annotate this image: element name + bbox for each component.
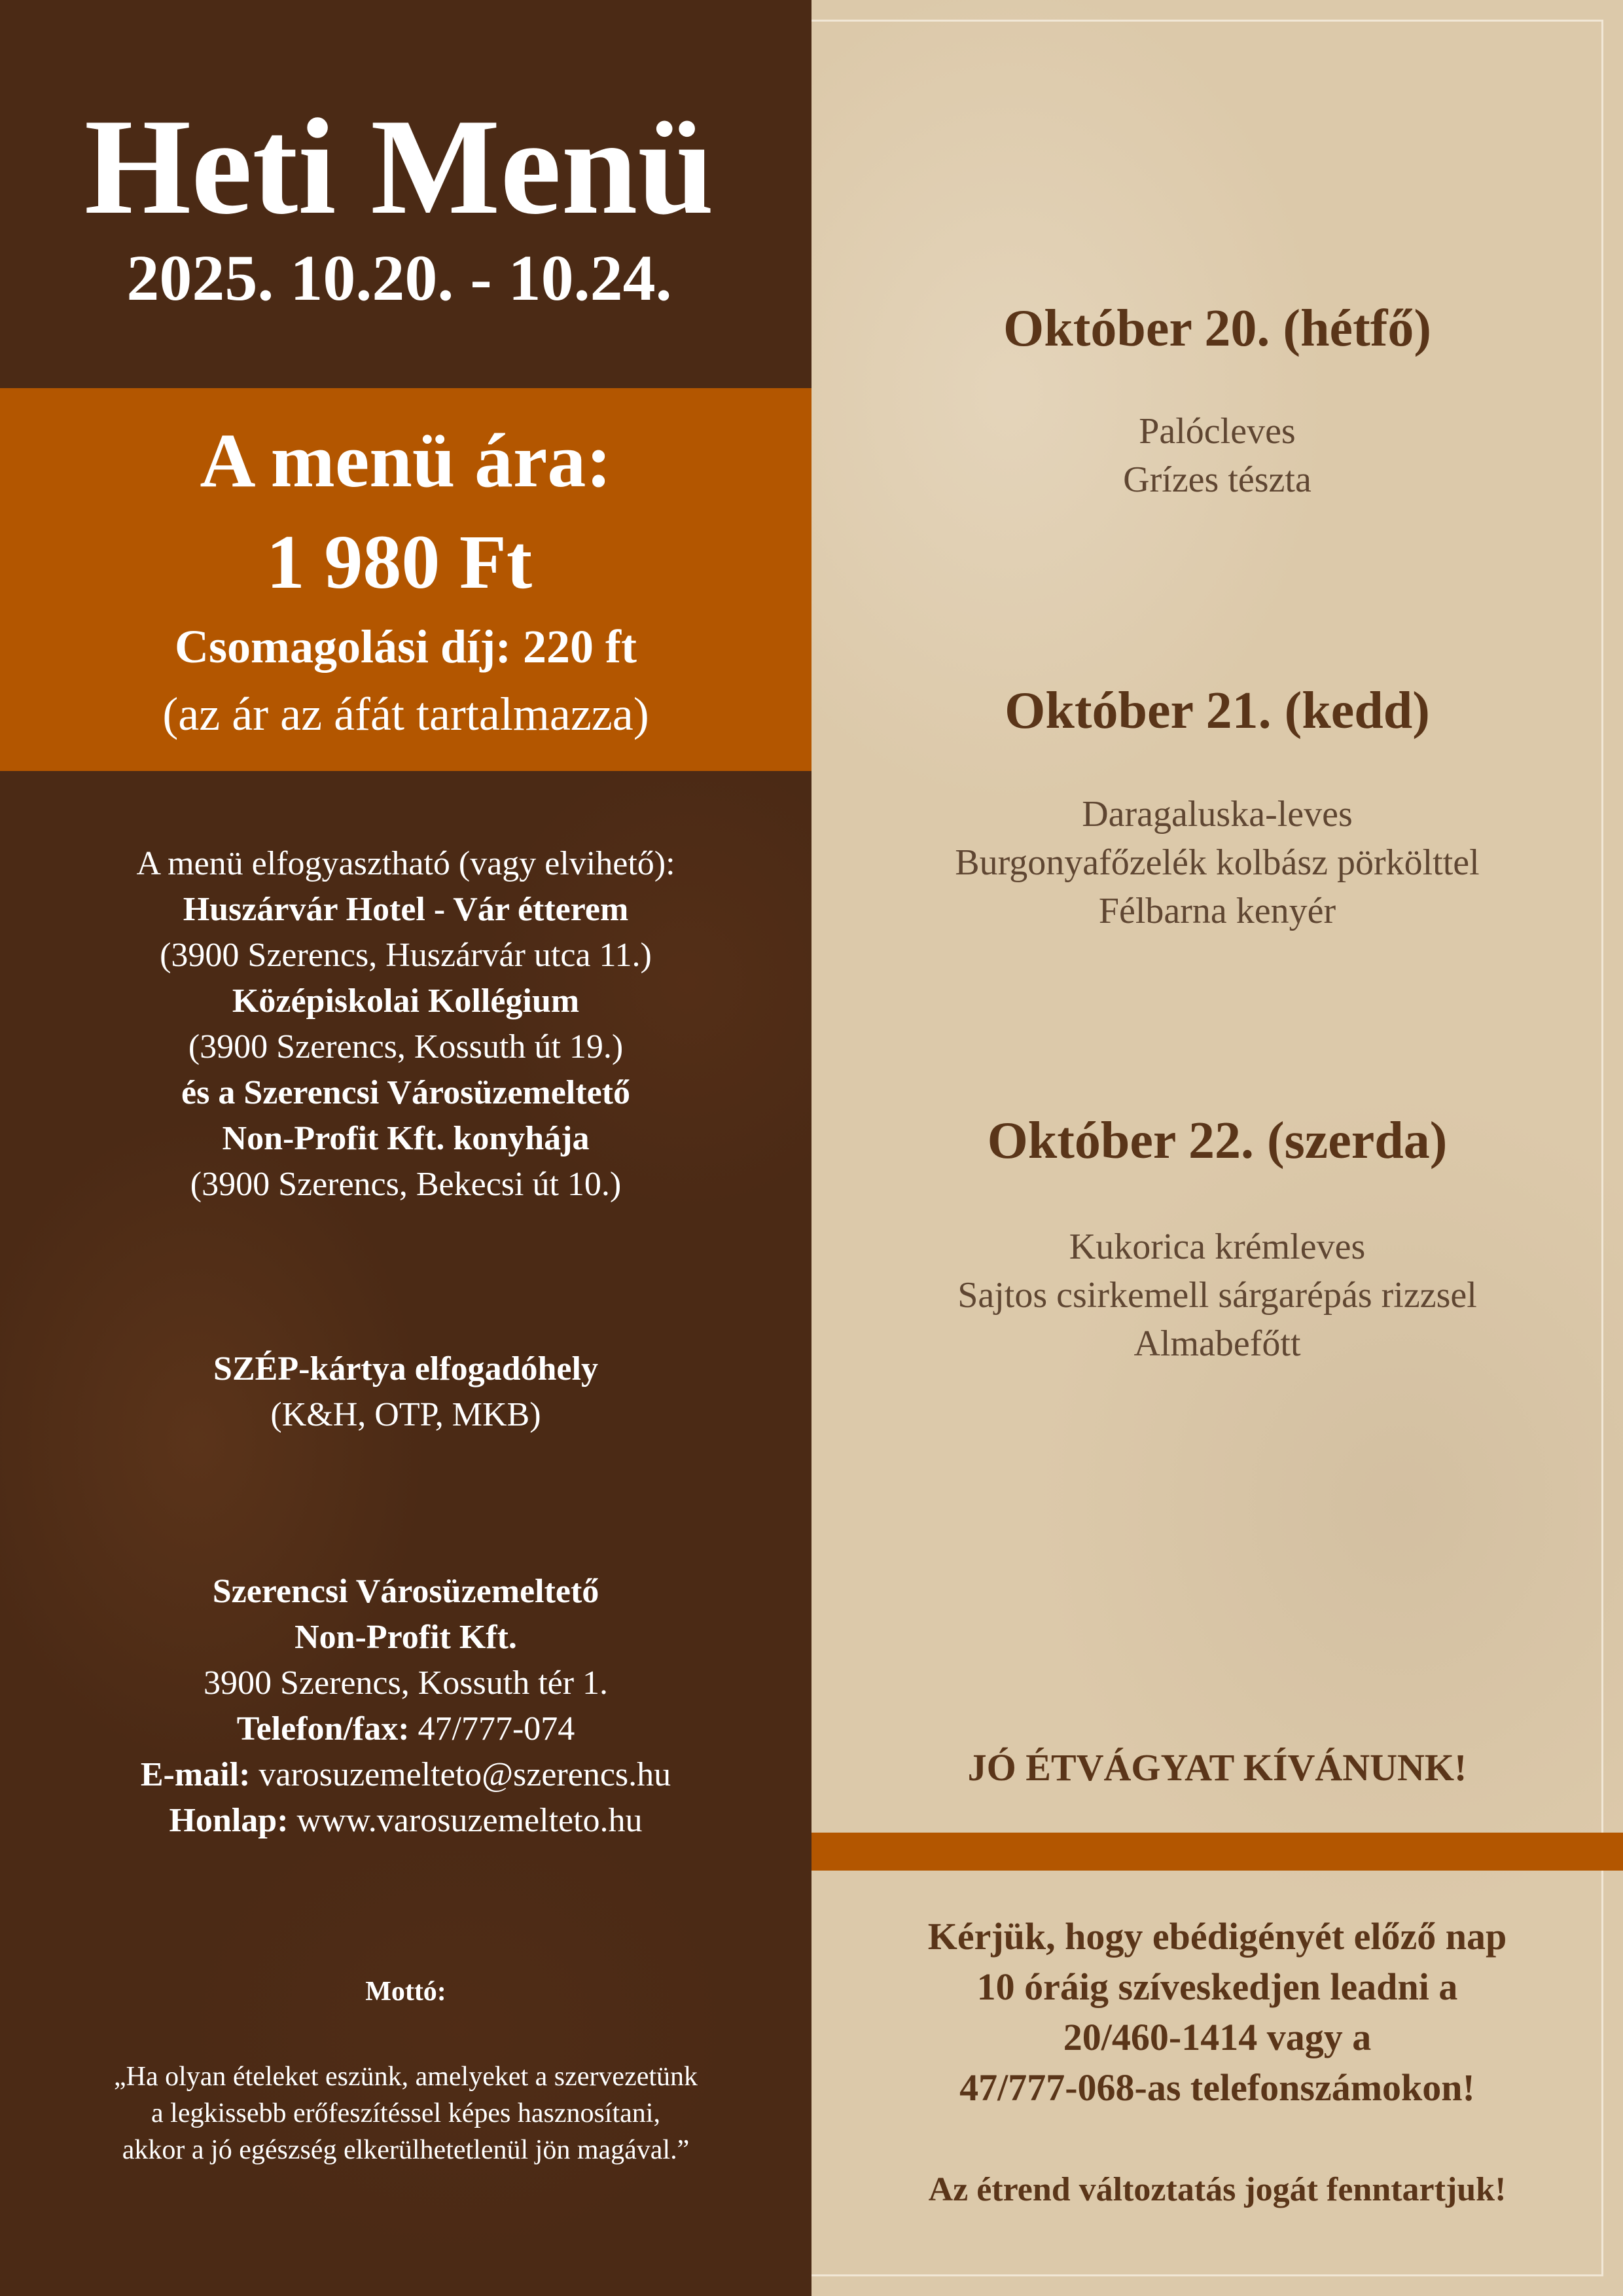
order-note-line-3: 20/460-1414 vagy a xyxy=(1063,2016,1372,2058)
menu-item: Sajtos csirkemell sárgarépás rizzsel xyxy=(957,1275,1477,1316)
location-3-address: (3900 Szerencs, Bekecsi út 10.) xyxy=(190,1166,622,1203)
day-heading-tuesday: Október 21. (kedd) xyxy=(1005,682,1430,740)
price-title: A menü ára: xyxy=(200,418,612,503)
order-note-line-1: Kérjük, hogy ebédigényét előző nap xyxy=(927,1915,1507,1958)
location-3-name-line1: és a Szerencsi Városüzemeltető xyxy=(181,1074,630,1111)
email-value: varosuzemelteto@szerencs.hu xyxy=(259,1756,671,1793)
org-address: 3900 Szerencs, Kossuth tér 1. xyxy=(203,1664,609,1702)
locations-block xyxy=(0,841,812,1208)
phone-label: Telefon/fax: xyxy=(236,1710,410,1748)
locations-intro: A menü elfogyasztható (vagy elvihető): xyxy=(136,845,675,882)
right-accent-band xyxy=(812,1833,1623,1871)
contact-block xyxy=(0,1569,812,1844)
page-title: Heti Menü xyxy=(84,91,715,243)
date-range: 2025. 10.20. - 10.24. xyxy=(126,242,672,314)
day-heading-wednesday: Október 22. (szerda) xyxy=(987,1112,1448,1170)
location-1-name: Huszárvár Hotel - Vár étterem xyxy=(183,891,629,928)
location-1-address: (3900 Szerencs, Huszárvár utca 11.) xyxy=(160,937,652,974)
location-2-name: Középiskolai Kollégium xyxy=(232,982,580,1020)
motto-line-1: „Ha olyan ételeket eszünk, amelyeket a szervezetünk xyxy=(113,2062,698,2092)
org-name-line2: Non-Profit Kft. xyxy=(294,1619,517,1656)
website-label: Honlap: xyxy=(169,1802,289,1839)
menu-item: Palócleves xyxy=(1139,411,1296,452)
szep-cards: (K&H, OTP, MKB) xyxy=(270,1396,541,1433)
szep-title: SZÉP-kártya elfogadóhely xyxy=(213,1350,598,1388)
vat-note: (az ár az áfát tartalmazza) xyxy=(162,688,649,740)
motto-line-3: akkor a jó egészség elkerülhetetlenül jön magával.” xyxy=(122,2135,690,2165)
email-line xyxy=(0,1752,812,1798)
phone-line xyxy=(0,1706,812,1752)
menu-item: Kukorica krémleves xyxy=(1069,1227,1366,1267)
org-name-line1: Szerencsi Városüzemeltető xyxy=(212,1573,599,1610)
day-heading-monday: Október 20. (hétfő) xyxy=(1003,300,1431,357)
menu-item: Almabefőtt xyxy=(1133,1323,1301,1364)
location-3-name-line2: Non-Profit Kft. konyhája xyxy=(222,1120,590,1157)
day-items-tuesday xyxy=(812,790,1623,935)
phone-value: 47/777-074 xyxy=(418,1710,575,1748)
menu-item: Félbarna kenyér xyxy=(1098,891,1336,931)
szep-card-block xyxy=(0,1346,812,1438)
order-note xyxy=(812,1911,1623,2113)
order-note-line-4: 47/777-068-as telefonszámokon! xyxy=(959,2066,1475,2109)
day-items-wednesday xyxy=(812,1223,1623,1368)
order-note-line-2: 10 óráig szíveskedjen leadni a xyxy=(976,1965,1458,2008)
website-line xyxy=(0,1798,812,1844)
location-2-address: (3900 Szerencs, Kossuth út 19.) xyxy=(188,1028,624,1066)
change-note: Az étrend változtatás jogát fenntartjuk! xyxy=(928,2171,1507,2208)
day-items-monday xyxy=(812,407,1623,504)
motto-text xyxy=(0,2058,812,2168)
motto-label: Mottó: xyxy=(365,1977,446,2007)
email-label: E-mail: xyxy=(140,1756,251,1793)
motto-line-2: a legkissebb erőfeszítéssel képes hasznosítani, xyxy=(151,2098,660,2128)
website-value: www.varosuzemelteto.hu xyxy=(296,1802,643,1839)
menu-item: Grízes tészta xyxy=(1123,459,1311,500)
packaging-fee: Csomagolási díj: 220 ft xyxy=(175,620,637,673)
appetite-wish: JÓ ÉTVÁGYAT KÍVÁNUNK! xyxy=(967,1746,1467,1789)
price-value: 1 980 Ft xyxy=(266,519,533,605)
menu-item: Burgonyafőzelék kolbász pörkölttel xyxy=(955,842,1480,883)
menu-item: Daragaluska-leves xyxy=(1082,794,1353,834)
